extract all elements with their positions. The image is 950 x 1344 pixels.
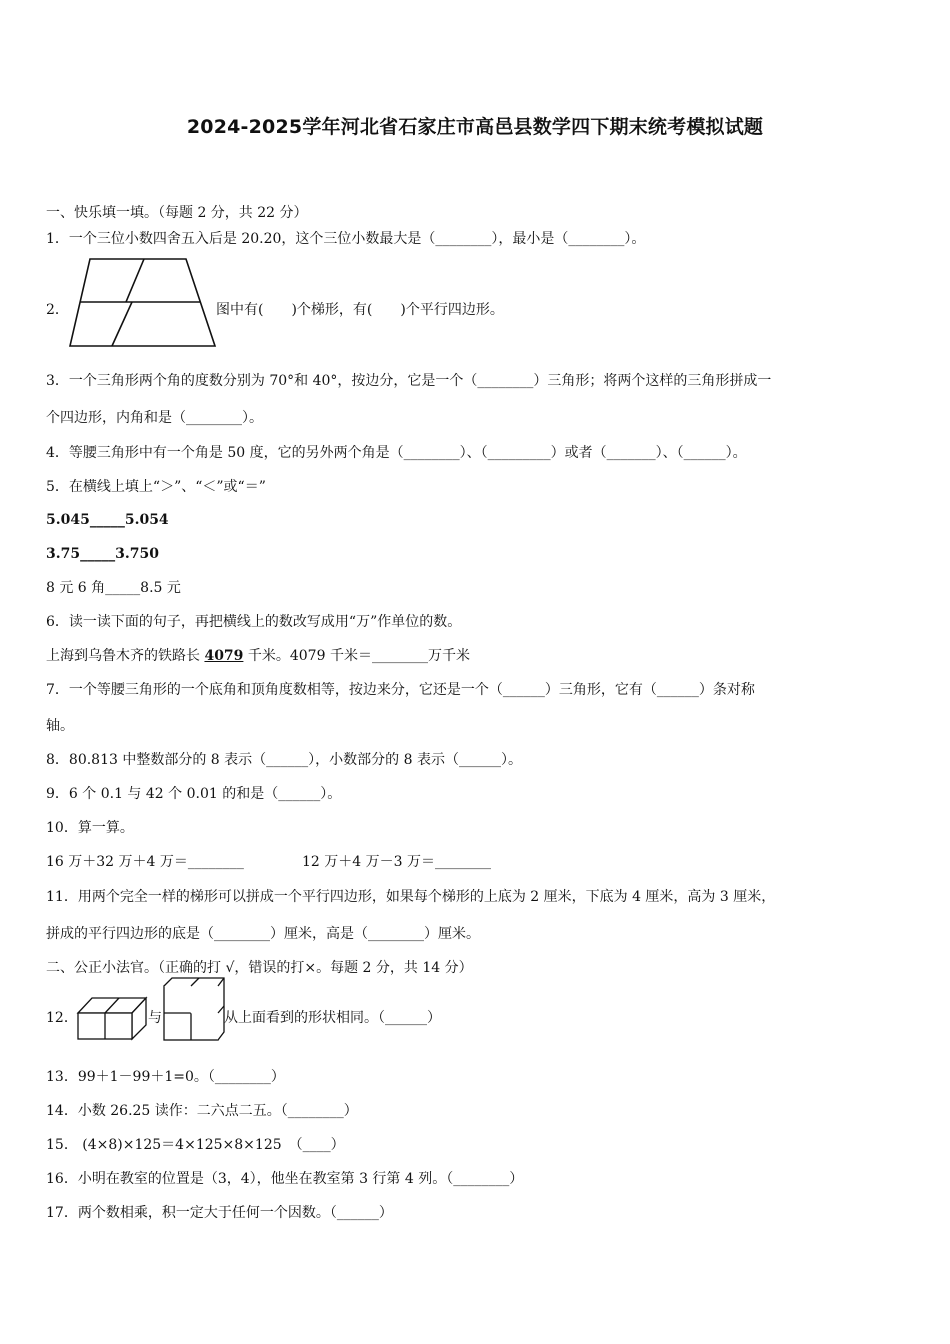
underlined-number: 4079 [204,648,244,664]
question-3-line-1: 3．一个三角形两个角的度数分别为 70°和 40°，按边分，它是一个（________）三角形；将两个这样的三角形拼成一 [46,373,772,389]
question-15: 15． (4×8)×125＝4×125×8×125 （____） [46,1137,345,1153]
question-12-text: 从上面看到的形状相同。（______） [224,1010,441,1026]
question-9: 9．6 个 0.1 与 42 个 0.01 的和是（______）。 [46,786,342,802]
question-11-line-2: 拼成的平行四边形的底是（________）厘米，高是（________）厘米。 [46,926,480,942]
question-7-line-2: 轴。 [46,718,74,734]
question-11-line-1: 11．用两个完全一样的梯形可以拼成一个平行四边形，如果每个梯形的上底为 2 厘米，下底为 4 厘米，高为 3 厘米， [46,889,776,905]
question-3-line-2: 个四边形，内角和是（________）。 [46,410,263,426]
question-17: 17．两个数相乘，积一定大于任何一个因数。（______） [46,1205,393,1221]
question-7-line-1: 7．一个等腰三角形的一个底角和顶角度数相等，按边来分，它还是一个（______）三角形，它有（______）条对称 [46,682,755,698]
grid-figure [162,976,226,1042]
question-6-sentence [46,646,470,666]
question-5-item-b: 3.75_____3.750 [46,546,159,562]
page-title: 2024-2025学年河北省石家庄市高邑县数学四下期末统考模拟试题 [186,116,764,138]
question-4: 4．等腰三角形中有一个角是 50 度，它的另外两个角是（________）、（_________）或者（_______）、（______）。 [46,445,747,461]
question-1: 1．一个三位小数四舍五入后是 20.20，这个三位小数最大是（________），最小是（________）。 [46,231,646,247]
question-14: 14．小数 26.25 读作：二六点二五。（________） [46,1103,358,1119]
question-10-expression-a: 16 万＋32 万＋4 万＝________ [46,854,244,870]
question-16: 16．小明在教室的位置是（3，4），他坐在教室第 3 行第 4 列。（________） [46,1171,524,1187]
question-5-item-c: 8 元 6 角_____8.5 元 [46,580,181,596]
section-2-heading: 二、公正小法官。（正确的打 √，错误的打×。每题 2 分，共 14 分） [46,960,473,976]
question-6-sentence-end: 千米。4079 千米＝________万千米 [243,648,470,664]
question-5: 5．在横线上填上“＞”、“＜”或“＝” [46,479,266,495]
cube-row-figure [76,995,150,1041]
question-10-expression-b: 12 万＋4 万－3 万＝________ [302,854,491,870]
question-6-sentence-start: 上海到乌鲁木齐的铁路长 [46,648,205,664]
question-12-number: 12． [46,1010,78,1026]
question-12-connector: 与 [148,1010,162,1026]
trapezoid-figure [66,256,218,350]
question-8: 8．80.813 中整数部分的 8 表示（______），小数部分的 8 表示（______）。 [46,752,522,768]
question-5-item-a: 5.045_____5.054 [46,512,169,528]
question-2-text: 图中有( )个梯形，有( )个平行四边形。 [216,302,504,318]
question-2-number: 2． [46,302,69,318]
question-13: 13．99＋1－99＋1=0。（________） [46,1069,285,1085]
question-6: 6．读一读下面的句子，再把横线上的数改写成用“万”作单位的数。 [46,614,462,630]
section-1-heading: 一、快乐填一填。（每题 2 分，共 22 分） [46,205,308,221]
question-10: 10．算一算。 [46,820,134,836]
